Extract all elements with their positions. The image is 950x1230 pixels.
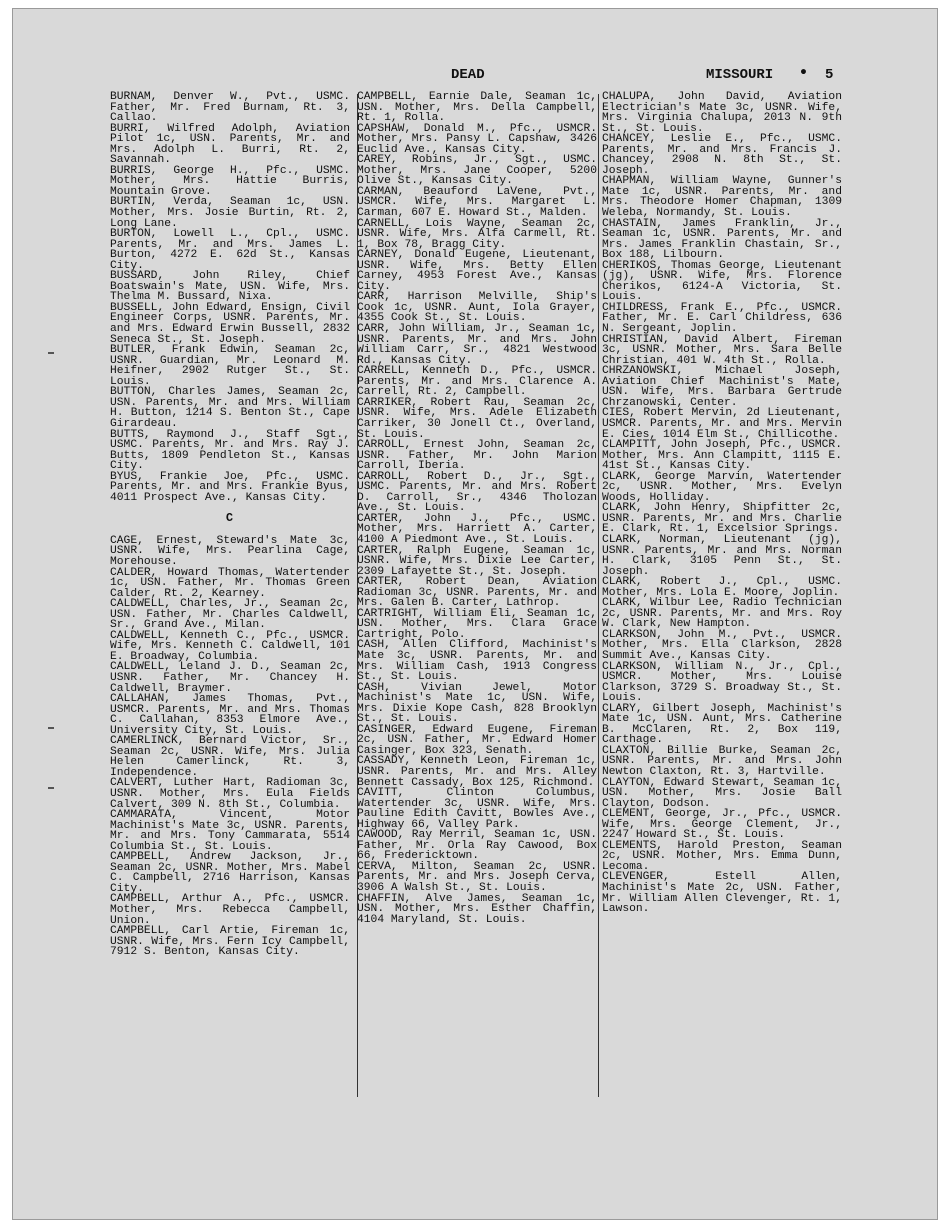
- margin-mark: [48, 352, 54, 354]
- casualty-entry: CHALUPA, John David, Aviation Electrician's Mate 3c, USNR. Wife, Mrs. Virginia Chalupa, 2013 N. 9th St., St. Louis.: [602, 91, 842, 135]
- running-head-state: MISSOURI: [706, 67, 774, 83]
- casualty-entry: CARMAN, Beauford LaVene, Pvt., USMCR. Wife, Mrs. Margaret L. Carman, 607 E. Howard St., Malden.: [357, 185, 597, 220]
- casualty-entry: BURRIS, George H., Pfc., USMC. Mother, Mrs. Hattie Burris, Mountain Grove.: [110, 164, 350, 198]
- casualty-entry: CERVA, Milton, Seaman 2c, USNR. Parents, Mr. and Mrs. Joseph Cerva, 3906 A Walsh St., St. Louis.: [357, 860, 597, 895]
- casualty-entry: CALLAHAN, James Thomas, Pvt., USMCR. Parents, Mr. and Mrs. Thomas C. Callahan, 8353 Elmore Ave., University City, St. Louis.: [110, 693, 350, 737]
- casualty-entry: BYUS, Frankie Joe, Pfc., USMC. Parents, Mr. and Mrs. Frankie Byus, 4011 Prospect Ave., Kansas City.: [110, 470, 350, 504]
- casualty-entry: BURTIN, Verda, Seaman 1c, USN. Mother, Mrs. Josie Burtin, Rt. 2, Long Lane.: [110, 196, 350, 230]
- casualty-entry: CASINGER, Edward Eugene, Fireman 2c, USN. Father, Mr. Edward Homer Casinger, Box 323, Senath.: [357, 723, 597, 757]
- casualty-entry: CALDWELL, Charles, Jr., Seaman 2c, USN. Father, Mr. Charles Caldwell, Sr., Grand Ave., Milan.: [110, 598, 350, 632]
- casualty-entry: CLAMPITT, John Joseph, Pfc., USMCR. Mother, Mrs. Ann Clampitt, 1115 E. 41st St., Kansas City.: [602, 439, 842, 473]
- casualty-entry: CASSADY, Kenneth Leon, Fireman 1c, USNR. Parents, Mr. and Mrs. Alley Bennett Cassady, Box 125, Richmond.: [357, 755, 597, 789]
- casualty-entry: CHILDRESS, Frank E., Pfc., USMCR. Father, Mr. E. Carl Childress, 636 N. Sergeant, Joplin.: [602, 301, 842, 336]
- casualty-entry: CHANCEY, Leslie E., Pfc., USMC. Parents, Mr. and Mrs. Francis J. Chancey, 2908 N. 8th St., St. Joseph.: [602, 133, 842, 177]
- casualty-entry: CAREY, Robins, Jr., Sgt., USMC. Mother, Mrs. Jane Cooper, 5200 Olive St., Kansas City.: [357, 154, 597, 188]
- casualty-entry: BURTON, Lowell L., Cpl., USMC. Parents, Mr. and Mrs. James L. Burton, 4272 E. 62d St., Kansas City.: [110, 228, 350, 272]
- casualty-entry: CLAYTON, Edward Stewart, Seaman 1c, USN. Mother, Mrs. Josie Ball Clayton, Dodson.: [602, 776, 842, 810]
- casualty-entry: CLARK, Wilbur Lee, Radio Technician 2c, USNR. Parents, Mr. and Mrs. Roy W. Clark, New Hampton.: [602, 597, 842, 631]
- section-letter: C: [225, 511, 235, 526]
- casualty-entry: CALDER, Howard Thomas, Watertender 1c, USN. Father, Mr. Thomas Green Calder, Rt. 2, Kearney.: [110, 566, 350, 600]
- casualty-entry: CALDWELL, Kenneth C., Pfc., USMCR. Wife, Mrs. Kenneth C. Caldwell, 101 E. Broadway, Columbia.: [110, 629, 350, 663]
- margin-mark: [48, 727, 54, 729]
- bullet-separator: •: [799, 65, 808, 81]
- casualty-entry: CARR, John William, Jr., Seaman 1c, USNR. Parents, Mr. and Mrs. John William Carr, Sr., 4821 Westwood Rd., Kansas City.: [357, 323, 597, 367]
- casualty-entry: BURRI, Wilfred Adolph, Aviation Pilot 1c, USN. Parents, Mr. and Mrs. Adolph L. Burri, Rt. 2, Savannah.: [110, 122, 350, 167]
- entry-column-2: [357, 92, 597, 925]
- column-rule: [598, 94, 599, 1097]
- casualty-entry: CAMPBELL, Arthur A., Pfc., USMCR. Mother, Mrs. Rebecca Campbell, Union.: [110, 893, 350, 927]
- casualty-entry: CARROLL, Robert D., Jr., Sgt., USMC. Parents, Mr. and Mrs. Robert D. Carroll, Sr., 4346 Tholozan Ave., St. Louis.: [357, 470, 597, 515]
- casualty-entry: CARTER, Robert Dean, Aviation Radioman 3c, USNR. Parents, Mr. and Mrs. Galen B. Carter, Lathrop.: [357, 576, 597, 610]
- casualty-entry: CASH, Vivian Jewel, Motor Machinist's Mate 1c, USN. Wife, Mrs. Dixie Kope Cash, 828 Brooklyn St., St. Louis.: [357, 681, 597, 726]
- casualty-entry: CLARK, John Henry, Shipfitter 2c, USNR. Parents, Mr. and Mrs. Charlie E. Clark, Rt. 1, Excelsior Springs.: [602, 502, 842, 536]
- casualty-entry: BUSSELL, John Edward, Ensign, Civil Engineer Corps, USNR. Parents, Mr. and Mrs. Edward Erwin Bussell, 2832 Seneca St., St. Joseph.: [110, 301, 350, 346]
- casualty-entry: CARTER, John J., Pfc., USMC. Mother, Mrs. Harriett A. Carter, 4100 A Piedmont Ave., St. Louis.: [357, 512, 597, 546]
- casualty-entry: CIES, Robert Mervin, 2d Lieutenant, USMCR. Parents, Mr. and Mrs. Mervin E. Cies, 1014 Elm St., Chillicothe.: [602, 407, 842, 441]
- casualty-entry: CHRZANOWSKI, Michael Joseph, Aviation Chief Machinist's Mate, USN. Wife, Mrs. Barbara Gertrude Chrzanowski, Center.: [602, 365, 842, 409]
- casualty-entry: CAMERLINCK, Bernard Victor, Sr., Seaman 2c, USNR. Wife, Mrs. Julia Helen Camerlinck, Rt. 3, Independence.: [110, 735, 350, 779]
- entry-column-3: [602, 92, 842, 915]
- margin-mark: [48, 787, 54, 789]
- casualty-entry: CHAPMAN, William Wayne, Gunner's Mate 1c, USNR. Parents, Mr. and Mrs. Theodore Homer Chapman, 1309 Weleba, Normandy, St. Louis.: [602, 175, 842, 220]
- casualty-entry: CALDWELL, Leland J. D., Seaman 2c, USNR. Father, Mr. Chancey H. Caldwell, Braymer.: [110, 661, 350, 695]
- casualty-entry: CLARY, Gilbert Joseph, Machinist's Mate 1c, USN. Aunt, Mrs. Catherine B. McClaren, Rt. 2, Box 119, Carthage.: [602, 702, 842, 747]
- casualty-entry: CAMPBELL, Carl Artie, Fireman 1c, USNR. Wife, Mrs. Fern Icy Campbell, 7912 S. Benton, Kansas City.: [110, 925, 350, 959]
- casualty-entry: CAMMARATA, Vincent, Motor Machinist's Mate 3c, USNR. Parents, Mr. and Mrs. Tony Cammarata, 5514 Columbia St., St. Louis.: [110, 809, 350, 853]
- casualty-entry: CHASTAIN, James Franklin, Jr., Seaman 1c, USNR. Parents, Mr. and Mrs. James Franklin Chastain, Sr., Box 188, Lilbourn.: [602, 217, 842, 262]
- casualty-entry: CAVITT, Clinton Columbus, Watertender 3c, USNR. Wife, Mrs. Pauline Edith Cavitt, Bowles Ave., Highway 66, Valley Park.: [357, 787, 597, 831]
- casualty-entry: CALVERT, Luther Hart, Radioman 3c, USNR. Mother, Mrs. Eula Fields Calvert, 309 N. 8th St., Columbia.: [110, 777, 350, 811]
- casualty-entry: CARNELL, Lois Wayne, Seaman 2c, USNR. Wife, Mrs. Alfa Carmell, Rt. 1, Box 78, Bragg City.: [357, 217, 597, 251]
- casualty-entry: CARNEY, Donald Eugene, Lieutenant, USNR. Wife, Mrs. Betty Ellen Carney, 4953 Forest Ave., Kansas City.: [357, 249, 597, 293]
- casualty-entry: CLARK, George Marvin, Watertender 2c, USNR. Mother, Mrs. Evelyn Woods, Holliday.: [602, 470, 842, 504]
- document-page: [12, 8, 938, 1220]
- casualty-entry: BUTTS, Raymond J., Staff Sgt., USMC. Parents, Mr. and Mrs. Ray J. Butts, 1809 Pendleton St., Kansas City.: [110, 428, 350, 473]
- casualty-entry: CASH, Allen Clifford, Machinist's Mate 3c, USNR. Parents, Mr. and Mrs. William Cash, 1913 Congress St., St. Louis.: [357, 639, 597, 684]
- casualty-entry: CLAXTON, Billie Burke, Seaman 2c, USNR. Parents, Mr. and Mrs. John Newton Claxton, Rt. 3, Hartville.: [602, 744, 842, 778]
- casualty-entry: CHRISTIAN, David Albert, Fireman 3c, USNR. Mother, Mrs. Sara Belle Christian, 401 W. 4th St., Rolla.: [602, 333, 842, 367]
- casualty-entry: BUTLER, Frank Edwin, Seaman 2c, USNR. Guardian, Mr. Leonard M. Heifner, 2902 Rutger St., St. Louis.: [110, 344, 350, 388]
- casualty-entry: CARTRIGHT, William Eli, Seaman 1c, USN. Mother, Mrs. Clara Grace Cartright, Polo.: [357, 607, 597, 641]
- casualty-entry: CHERIKOS, Thomas George, Lieutenant (jg), USNR. Wife, Mrs. Florence Cherikos, 6124-A Victoria, St. Louis.: [602, 259, 842, 304]
- casualty-entry: CARROLL, Ernest John, Seaman 2c, USNR. Father, Mr. John Marion Carroll, Iberia.: [357, 439, 597, 473]
- casualty-entry: CARRIKER, Robert Rau, Seaman 2c, USNR. Wife, Mrs. Adele Elizabeth Carriker, 30 Jonell Ct., Overland, St. Louis.: [357, 396, 597, 441]
- casualty-entry: CLEMENT, George, Jr., Pfc., USMCR. Wife, Mrs. George Clement, Jr., 2247 Howard St., St. Louis.: [602, 808, 842, 842]
- casualty-entry: CAWOOD, Ray Merril, Seaman 1c, USN. Father, Mr. Orla Ray Cawood, Box 66, Fredericktown.: [357, 829, 597, 863]
- casualty-entry: CLEMENTS, Harold Preston, Seaman 2c, USNR. Mother, Mrs. Emma Dunn, Lecoma.: [602, 839, 842, 873]
- casualty-entry: CARTER, Ralph Eugene, Seaman 1c, USNR. Wife, Mrs. Dixie Lee Carter, 2309 Lafayette St., St. Joseph.: [357, 544, 597, 578]
- casualty-entry: BURNAM, Denver W., Pvt., USMC. Father, Mr. Fred Burnam, Rt. 3, Callao.: [110, 91, 350, 125]
- page-number: 5: [825, 67, 834, 83]
- casualty-entry: BUTTON, Charles James, Seaman 2c, USN. Parents, Mr. and Mrs. William H. Button, 1214 S. Benton St., Cape Girardeau.: [110, 386, 350, 430]
- casualty-entry: CLARKSON, William N., Jr., Cpl., USMCR. Mother, Mrs. Louise Clarkson, 3729 S. Broadway St., St. Louis.: [602, 660, 842, 705]
- entry-column-1: [110, 92, 350, 958]
- casualty-entry: CAMPBELL, Andrew Jackson, Jr., Seaman 2c, USNR. Mother, Mrs. Mabel C. Campbell, 2716 Harrison, Kansas City.: [110, 851, 350, 895]
- casualty-entry: CAMPBELL, Earnie Dale, Seaman 1c, USN. Mother, Mrs. Della Campbell, Rt. 1, Rolla.: [357, 91, 597, 125]
- casualty-entry: CLARK, Robert J., Cpl., USMC. Mother, Mrs. Lola E. Moore, Joplin.: [602, 576, 842, 599]
- casualty-entry: CARR, Harrison Melville, Ship's Cook 1c, USNR. Aunt, Iola Grayer, 4355 Cook St., St. Louis.: [357, 291, 597, 325]
- casualty-entry: CHAFFIN, Alve James, Seaman 1c, USN. Mother, Mrs. Esther Chaffin, 4104 Maryland, St. Louis.: [357, 892, 597, 926]
- casualty-entry: CLEVENGER, Estell Allen, Machinist's Mate 2c, USN. Father, Mr. William Allen Clevenger, Rt. 1, Lawson.: [602, 871, 842, 916]
- casualty-entry: CAGE, Ernest, Steward's Mate 3c, USNR. Wife, Mrs. Pearlina Cage, Morehouse.: [110, 534, 350, 568]
- casualty-entry: CAPSHAW, Donald M., Pfc., USMCR. Mother, Mrs. Pansy L. Capshaw, 3426 Euclid Ave., Kansas City.: [357, 122, 597, 156]
- casualty-entry: BUSSARD, John Riley, Chief Boatswain's Mate, USN. Wife, Mrs. Thelma M. Bussard, Nixa.: [110, 270, 350, 304]
- casualty-entry: CLARKSON, John M., Pvt., USMCR. Mother, Mrs. Ella Clarkson, 2828 Summit Ave., Kansas City.: [602, 628, 842, 662]
- casualty-entry: CARRELL, Kenneth D., Pfc., USMCR. Parents, Mr. and Mrs. Clarence A. Carrell, Rt. 2, Campbell.: [357, 365, 597, 399]
- running-head-dead: DEAD: [451, 67, 485, 83]
- casualty-entry: CLARK, Norman, Lieutenant (jg), USNR. Parents, Mr. and Mrs. Norman H. Clark, 3105 Penn St., St. Joseph.: [602, 533, 842, 578]
